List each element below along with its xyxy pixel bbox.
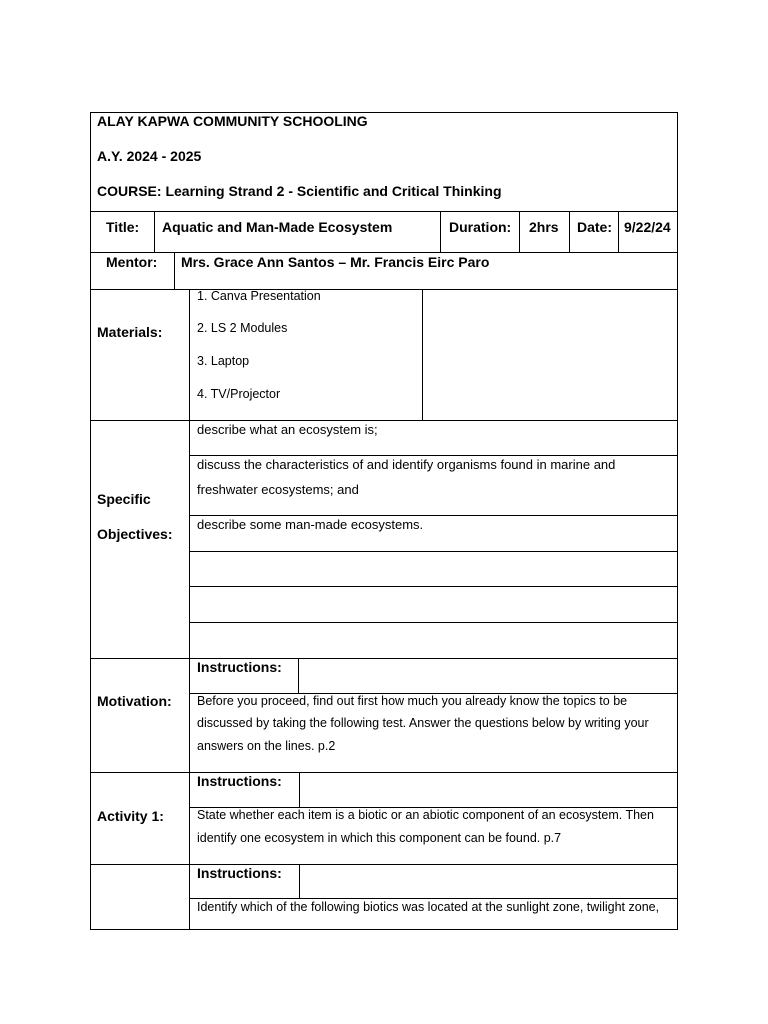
- date-label: Date:: [577, 219, 613, 235]
- divider: [90, 864, 678, 865]
- objective-item: describe some man-made ecosystems.: [197, 517, 424, 532]
- divider: [189, 289, 190, 930]
- divider: [90, 211, 678, 212]
- divider: [90, 658, 678, 659]
- divider: [90, 420, 678, 421]
- activity1-text: State whether each item is a biotic or an abiotic component of an ecosystem. Then: [197, 808, 654, 822]
- date-value: 9/22/24: [624, 219, 671, 235]
- activity2-text: Identify which of the following biotics was located at the sunlight zone, twilight zone,: [197, 900, 660, 914]
- materials-item: 1. Canva Presentation: [197, 289, 321, 303]
- title-value: Aquatic and Man-Made Ecosystem: [162, 219, 393, 235]
- course-title: COURSE: Learning Strand 2 - Scientific and Critical Thinking: [97, 183, 502, 199]
- divider: [90, 772, 678, 773]
- motivation-text: discussed by taking the following test. Answer the questions below by writing your: [197, 716, 649, 730]
- divider: [298, 658, 299, 693]
- materials-item: 2. LS 2 Modules: [197, 321, 288, 335]
- objectives-label: Objectives:: [97, 526, 173, 542]
- school-name: ALAY KAPWA COMMUNITY SCHOOLING: [97, 113, 368, 129]
- divider: [422, 289, 423, 420]
- activity1-text: identify one ecosystem in which this component can be found. p.7: [197, 831, 562, 845]
- divider: [569, 211, 570, 252]
- objective-item: freshwater ecosystems; and: [197, 482, 359, 497]
- materials-label: Materials:: [97, 324, 163, 340]
- academic-year: A.Y. 2024 - 2025: [97, 148, 202, 164]
- divider: [519, 211, 520, 252]
- instructions-label: Instructions:: [197, 659, 282, 675]
- motivation-label: Motivation:: [97, 693, 172, 709]
- divider: [174, 252, 175, 289]
- divider: [90, 252, 678, 253]
- duration-label: Duration:: [449, 219, 512, 235]
- divider: [189, 551, 678, 552]
- materials-item: 4. TV/Projector: [197, 387, 281, 401]
- divider: [189, 898, 678, 899]
- divider: [299, 772, 300, 807]
- mentor-value: Mrs. Grace Ann Santos – Mr. Francis Eirc Paro: [181, 254, 490, 270]
- title-label: Title:: [106, 219, 140, 235]
- instructions-label: Instructions:: [197, 773, 282, 789]
- objective-item: discuss the characteristics of and identify organisms found in marine and: [197, 457, 616, 472]
- divider: [154, 211, 155, 252]
- divider: [299, 864, 300, 898]
- divider: [618, 211, 619, 252]
- motivation-text: answers on the lines. p.2: [197, 739, 336, 753]
- duration-value: 2hrs: [529, 219, 559, 235]
- divider: [189, 622, 678, 623]
- materials-item: 3. Laptop: [197, 354, 250, 368]
- instructions-label: Instructions:: [197, 865, 282, 881]
- objective-item: describe what an ecosystem is;: [197, 422, 378, 437]
- motivation-text: Before you proceed, find out first how much you already know the topics to be: [197, 694, 628, 708]
- divider: [189, 586, 678, 587]
- objectives-label: Specific: [97, 491, 151, 507]
- activity1-label: Activity 1:: [97, 808, 164, 824]
- divider: [90, 289, 678, 290]
- divider: [440, 211, 441, 252]
- divider: [189, 515, 678, 516]
- mentor-label: Mentor:: [106, 254, 158, 270]
- divider: [189, 455, 678, 456]
